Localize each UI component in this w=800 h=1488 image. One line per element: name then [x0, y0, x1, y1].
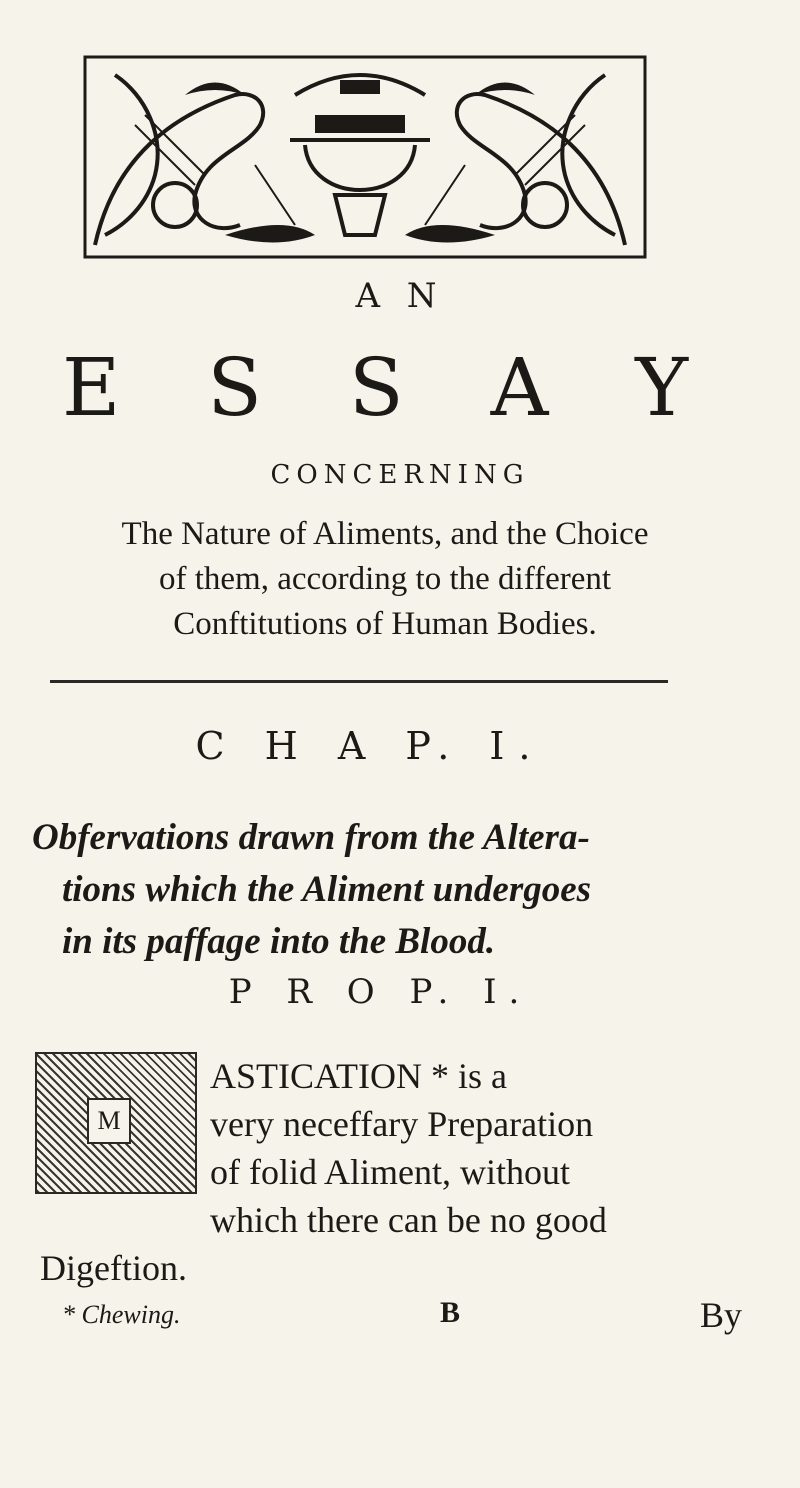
essay-letter: A: [490, 341, 549, 434]
body-line: very neceffary Preparation: [210, 1104, 594, 1144]
body-line: of folid Aliment, without: [210, 1152, 570, 1192]
ornamental-headpiece: [55, 35, 663, 273]
subtitle-line: The Nature of Aliments, and the Choice: [121, 516, 649, 552]
body-line: which there can be no good: [210, 1200, 607, 1240]
horizontal-rule: [50, 680, 668, 683]
title-article: A N: [355, 276, 445, 316]
title-essay: [62, 338, 688, 438]
decorated-initial: [35, 1052, 197, 1194]
title-concerning: CONCERNING: [270, 460, 530, 490]
essay-letter: Y: [635, 341, 688, 434]
initial-letter: M: [87, 1098, 131, 1144]
chapter-title-line: in its paffage into the Blood.: [62, 921, 496, 962]
footnote: * Chewing.: [62, 1300, 181, 1329]
proposition-heading: P R O P. I.: [228, 972, 532, 1012]
body-paragraph: [210, 1052, 740, 1244]
signature-mark: B: [440, 1296, 461, 1329]
essay-letter: E: [62, 341, 121, 434]
subtitle: [30, 512, 740, 647]
subtitle-line: Conftitutions of Human Bodies.: [173, 606, 597, 642]
body-last-line: Digeftion.: [40, 1248, 187, 1288]
catchword: By: [700, 1295, 743, 1335]
subtitle-line: of them, according to the different: [158, 561, 612, 597]
essay-letter: S: [207, 341, 263, 434]
chapter-title: [32, 812, 732, 968]
essay-letter: S: [348, 341, 404, 434]
chapter-title-line: Obfervations drawn from the Altera-: [32, 817, 590, 858]
body-line: ASTICATION * is a: [210, 1056, 507, 1096]
chapter-heading: C H A P. I.: [195, 724, 545, 768]
chapter-title-line: tions which the Aliment undergoes: [62, 869, 592, 910]
